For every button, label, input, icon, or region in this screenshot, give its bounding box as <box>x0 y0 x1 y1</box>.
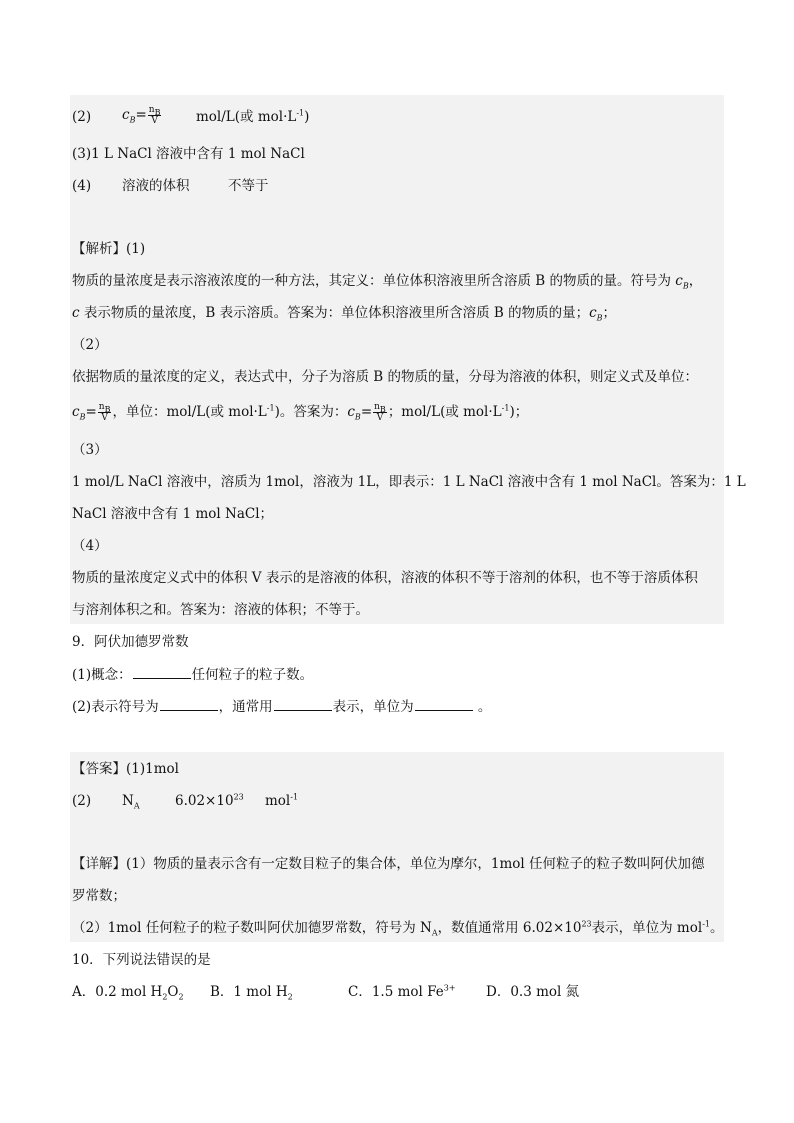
answer8-shade <box>70 95 724 233</box>
blank-4[interactable] <box>415 697 473 711</box>
fraction-denominator: V <box>151 116 158 126</box>
detail9-p2: （2）1mol 任何粒子的粒子数叫阿伏加德罗常数，符号为 $N_A$，数值通常用 $6.02\times 10^{23}$表示，单位为 mol$^{-1}$。 <box>72 919 724 938</box>
fraction-numerator: $n_B$ <box>148 105 161 117</box>
answer8-l2-unit: mol/L(或 $mol\cdot L^{-1}$) <box>196 108 310 125</box>
answer8-l2-label: (2) <box>72 109 92 125</box>
analysis8-p2b: $c_B=$ $\frac{n_B}{V}$ ，单位：mol/L(或 $mol\cdot L^{-1}$)。答案为：$c_B=$ $\frac{n_B}{V}$ ；mol/L(或 $mol\cdot L^{-1}$)； <box>72 402 529 423</box>
blank-3[interactable] <box>274 697 332 711</box>
analysis8-head: 【解析】(1) <box>72 241 146 257</box>
analysis8-p3a: 1 mol/L NaCl 溶液中，溶质为 1mol，溶液为 1L，即表示：1 L NaCl 溶液中含有 1 mol NaCl。答案为：1 L <box>72 474 746 490</box>
analysis8-p3b: NaCl 溶液中含有 1 mol NaCl； <box>72 506 274 522</box>
q10-title: 10．下列说法错误的是 <box>72 952 211 968</box>
answer9-l2-label: (2) <box>72 793 92 809</box>
answer8-l3: (3)1 L NaCl 溶液中含有 1 mol NaCl <box>72 146 305 162</box>
analysis8-p1a: 物质的量浓度是表示溶液浓度的一种方法，其定义：单位体积溶液里所含溶质 B 的物质的量。符号为 $c_B$， <box>72 273 703 291</box>
blank-1[interactable] <box>133 665 191 679</box>
answer8-l4-b: 不等于 <box>228 178 269 194</box>
cb-sub: B <box>129 115 136 125</box>
answer9-l1: 【答案】(1)1mol <box>72 761 179 777</box>
q9-l1: (1)概念： 任何粒子的粒子数。 <box>72 667 314 683</box>
q10-option-b[interactable]: B．1 mol $H_2$ <box>210 984 293 1002</box>
q10-option-d[interactable]: D．0.3 mol 氮 <box>486 984 580 1000</box>
answer8-l4-a: 溶液的体积 <box>122 178 190 194</box>
answer9-unit: mol$^{-1}$ <box>265 792 299 809</box>
fraction <box>148 105 162 126</box>
equals: = <box>135 107 147 123</box>
analysis8-p1b: c 表示物质的量浓度，B 表示溶质。答案为：单位体积溶液里所含溶质 B 的物质的量；$c_B$； <box>72 305 617 323</box>
detail9-p1b: 罗常数； <box>72 888 126 904</box>
answer8-l2-formula <box>122 105 162 126</box>
answer9-num: $6.02\times 10^{23}$ <box>175 792 244 809</box>
analysis8-p4b: 与溶剂体积之和。答案为：溶液的体积；不等于。 <box>72 602 369 618</box>
q10-option-c[interactable]: C．1.5 mol $Fe^{3+}$ <box>348 983 456 1000</box>
analysis8-p2a: 依据物质的量浓度的定义，表达式中，分子为溶质 B 的物质的量，分母为溶液的体积，则定义式及单位： <box>72 369 699 385</box>
analysis8-shade <box>70 233 724 624</box>
detail9-p1a: 【详解】(1）物质的量表示含有一定数目粒子的集合体，单位为摩尔，1mol 任何粒子的粒子数叫阿伏加德 <box>72 856 705 872</box>
answer9-na: $N_A$ <box>122 793 140 811</box>
answer9-shade <box>70 752 724 942</box>
blank-2[interactable] <box>160 697 218 711</box>
q10-option-a[interactable]: A．0.2 mol $H_2O_2$ <box>72 984 184 1002</box>
analysis8-h3: （3） <box>72 442 108 458</box>
q9-title: 9．阿伏加德罗常数 <box>72 634 189 650</box>
analysis8-h2: （2） <box>72 337 108 353</box>
analysis8-p4a: 物质的量浓度定义式中的体积 V 表示的是溶液的体积，溶液的体积不等于溶剂的体积，也不等于溶质体积 <box>72 570 698 586</box>
analysis8-h4: （4） <box>72 538 108 554</box>
cb-symbol: c <box>122 107 130 123</box>
q9-l2: (2)表示符号为 ，通常用 表示，单位为 。 <box>72 699 492 715</box>
answer8-l4-label: (4) <box>72 178 92 194</box>
